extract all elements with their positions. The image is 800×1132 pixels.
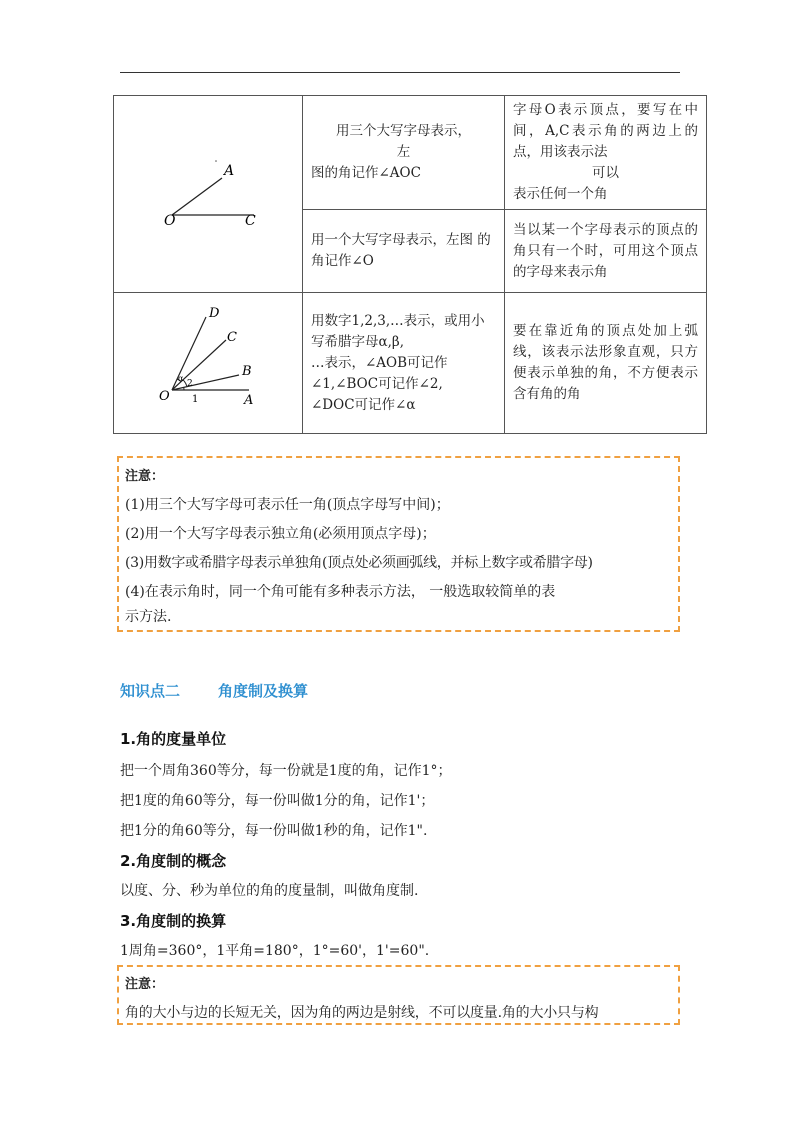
label-c: C <box>245 212 256 229</box>
note-item: 角的大小与边的长短无关，因为角的两边是射线，不可以度量.角的大小只与构 <box>125 1005 599 1021</box>
figure-angle-numbers <box>114 293 303 434</box>
label-alpha: α <box>178 374 184 383</box>
label-2: 2 <box>187 379 193 389</box>
header-rule <box>120 72 680 73</box>
section-number: 知识点二 <box>120 682 181 700</box>
note-item: (4)在表示角时，同一个角可能有多种表示方法， 一般选取较简单的表 <box>125 584 556 600</box>
figure-angle-aoc <box>114 96 303 293</box>
note-item: (1)用三个大写字母可表示任一角(顶点字母写中间)； <box>125 497 450 513</box>
section-title: 角度制及换算 <box>218 682 309 700</box>
label-d: D <box>209 306 220 321</box>
section-heading <box>120 680 308 701</box>
note-numbers-greek: 要在靠近角的顶点处加上弧线，该表示法形象直观，只方便表示单独的角，不方便表示含有角的角 <box>505 293 707 434</box>
note-title: 注意： <box>125 469 165 484</box>
body-line: 把1度的角60等分，每一份叫做1分的角，记作1'； <box>120 793 435 809</box>
subsection-title: 1.角的度量单位 <box>120 730 227 748</box>
body-line: 把1分的角60等分，每一份叫做1秒的角，记作1". <box>120 823 428 839</box>
note-one-letter: 当以某一个字母表示的顶点的角只有一个时，可用这个顶点的字母来表示角 <box>505 210 707 293</box>
label-o: O <box>159 389 170 404</box>
angle-numbers-diagram <box>114 293 302 433</box>
subsection-title: 2.角度制的概念 <box>120 852 227 870</box>
method-three-letters: 用三个大写字母表示， 左 图的角记作∠AOC <box>303 96 505 210</box>
note-title: 注意： <box>125 977 165 992</box>
angle-notation-table <box>113 95 707 434</box>
table-row <box>114 293 707 434</box>
label-b: B <box>242 364 252 379</box>
table-row <box>114 96 707 210</box>
note-box-notation <box>117 456 680 632</box>
label-a: A <box>244 393 254 408</box>
body-line: 把一个周角360等分，每一份就是1度的角，记作1°； <box>120 763 452 779</box>
note-box-angle-size <box>117 965 680 1025</box>
body-line: 以度、分、秒为单位的角的度量制，叫做角度制. <box>120 883 419 899</box>
note-three-letters: 字母O表示顶点，要写在中间，A,C表示角的两边上的点，用该表示法 可以 表示任何一个角 <box>505 96 707 210</box>
label-a: A <box>224 162 235 179</box>
label-1: 1 <box>192 394 199 405</box>
body-line: 1周角=360°，1平角=180°，1°=60'，1'=60". <box>120 943 430 959</box>
label-c: C <box>227 330 237 345</box>
method-one-letter: 用一个大写字母表示，左图 的角记作∠O <box>303 210 505 293</box>
label-o: O <box>164 212 176 229</box>
method-numbers-greek: 用数字1,2,3,…表示，或用小写希腊字母α,β, …表示，∠AOB可记作∠1,∠BOC可记作∠2, ∠DOC可记作∠α <box>303 293 505 434</box>
note-item: 示方法. <box>125 609 172 625</box>
subsection-title: 3.角度制的换算 <box>120 912 227 930</box>
note-item: (3)用数字或希腊字母表示单独角(顶点处必须画弧线，并标上数字或希腊字母) <box>125 555 593 571</box>
note-item: (2)用一个大写字母表示独立角(必须用顶点字母)； <box>125 526 436 542</box>
angle-aoc-diagram <box>114 98 302 291</box>
